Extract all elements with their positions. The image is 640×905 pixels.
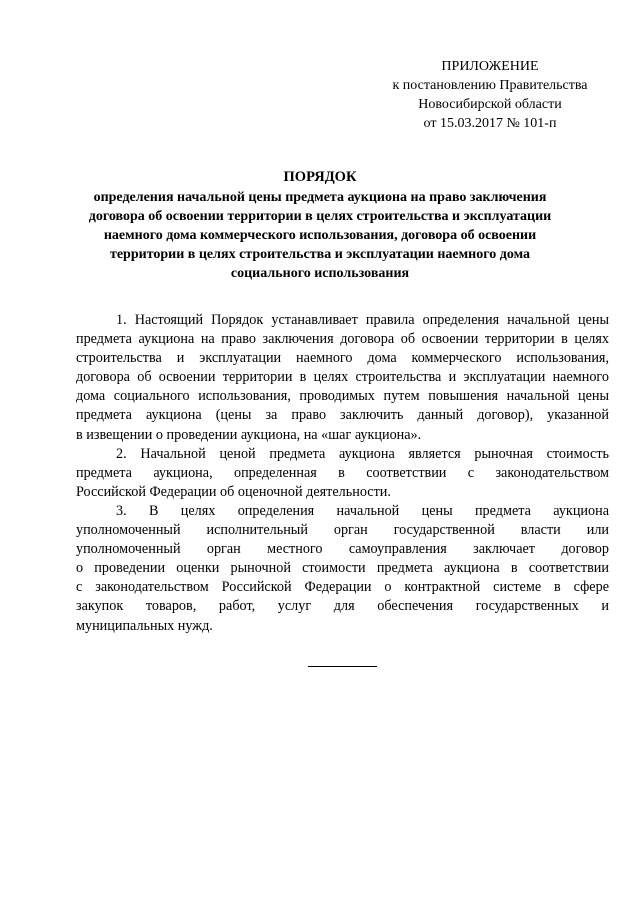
document-subtitle-line: наемного дома коммерческого использования, договора об освоении [103,228,537,243]
paragraph-line: в извещении о проведении аукциона, на «шаг аукциона». [76,426,422,443]
appendix-resolution-line: к постановлению Правительства [392,78,588,93]
paragraph-line: предмета аукциона на право заключения договора об освоении территории в целях [76,331,609,348]
paragraph-line: строительства и эксплуатации наемного дома коммерческого использования, [76,350,609,367]
paragraph-line: о проведении оценки рыночной стоимости предмета аукциона в соответствии [76,560,609,577]
paragraph-line: договора об освоении территории в целях строительства и эксплуатации наемного [76,369,609,386]
document-subtitle-line: договора об освоении территории в целях строительства и эксплуатации [88,209,552,224]
document-title-block [80,168,560,283]
document-title: ПОРЯДОК [283,169,357,185]
paragraph-line: закупок товаров, работ, услуг для обеспечения государственных и [76,598,609,615]
paragraph-line: Российской Федерации об оценочной деятельности. [76,483,391,500]
document-subtitle-line: территории в целях строительства и эксплуатации наемного дома [109,247,531,262]
appendix-header [390,57,590,133]
paragraph-line: 3. В целях определения начальной цены предмета аукциона [116,502,609,519]
appendix-region-line: Новосибирской области [418,97,562,112]
paragraph-line: муниципальных нужд. [76,617,213,634]
paragraph-line: уполномоченный орган местного самоуправления заключает договор [76,541,609,558]
paragraph-1 [76,311,609,445]
end-divider [308,666,377,667]
document-subtitle-line: определения начальной цены предмета аукциона на право заключения [93,190,547,205]
paragraph-line: дома социального использования, проводимых путем повышения начальной цены [76,388,609,405]
paragraph-2 [76,445,609,502]
document-body [76,311,609,636]
paragraph-line: 1. Настоящий Порядок устанавливает правила определения начальной цены [116,312,609,328]
paragraph-line: предмета аукциона, определенная в соответствии с законодательством [76,464,609,481]
paragraph-line: с законодательством Российской Федерации о контрактной системе в сфере [76,579,609,596]
appendix-label: ПРИЛОЖЕНИЕ [441,59,539,74]
paragraph-line: предмета аукциона (цены за право заключить данный договор), указанной [76,407,609,424]
paragraph-line: уполномоченный исполнительный орган государственной власти или [76,522,609,539]
document-subtitle-line: социального использования [230,266,410,281]
paragraph-3 [76,502,609,636]
paragraph-line: 2. Начальной ценой предмета аукциона является рыночная стоимость [116,445,609,462]
appendix-date-number: от 15.03.2017 № 101-п [423,116,557,131]
